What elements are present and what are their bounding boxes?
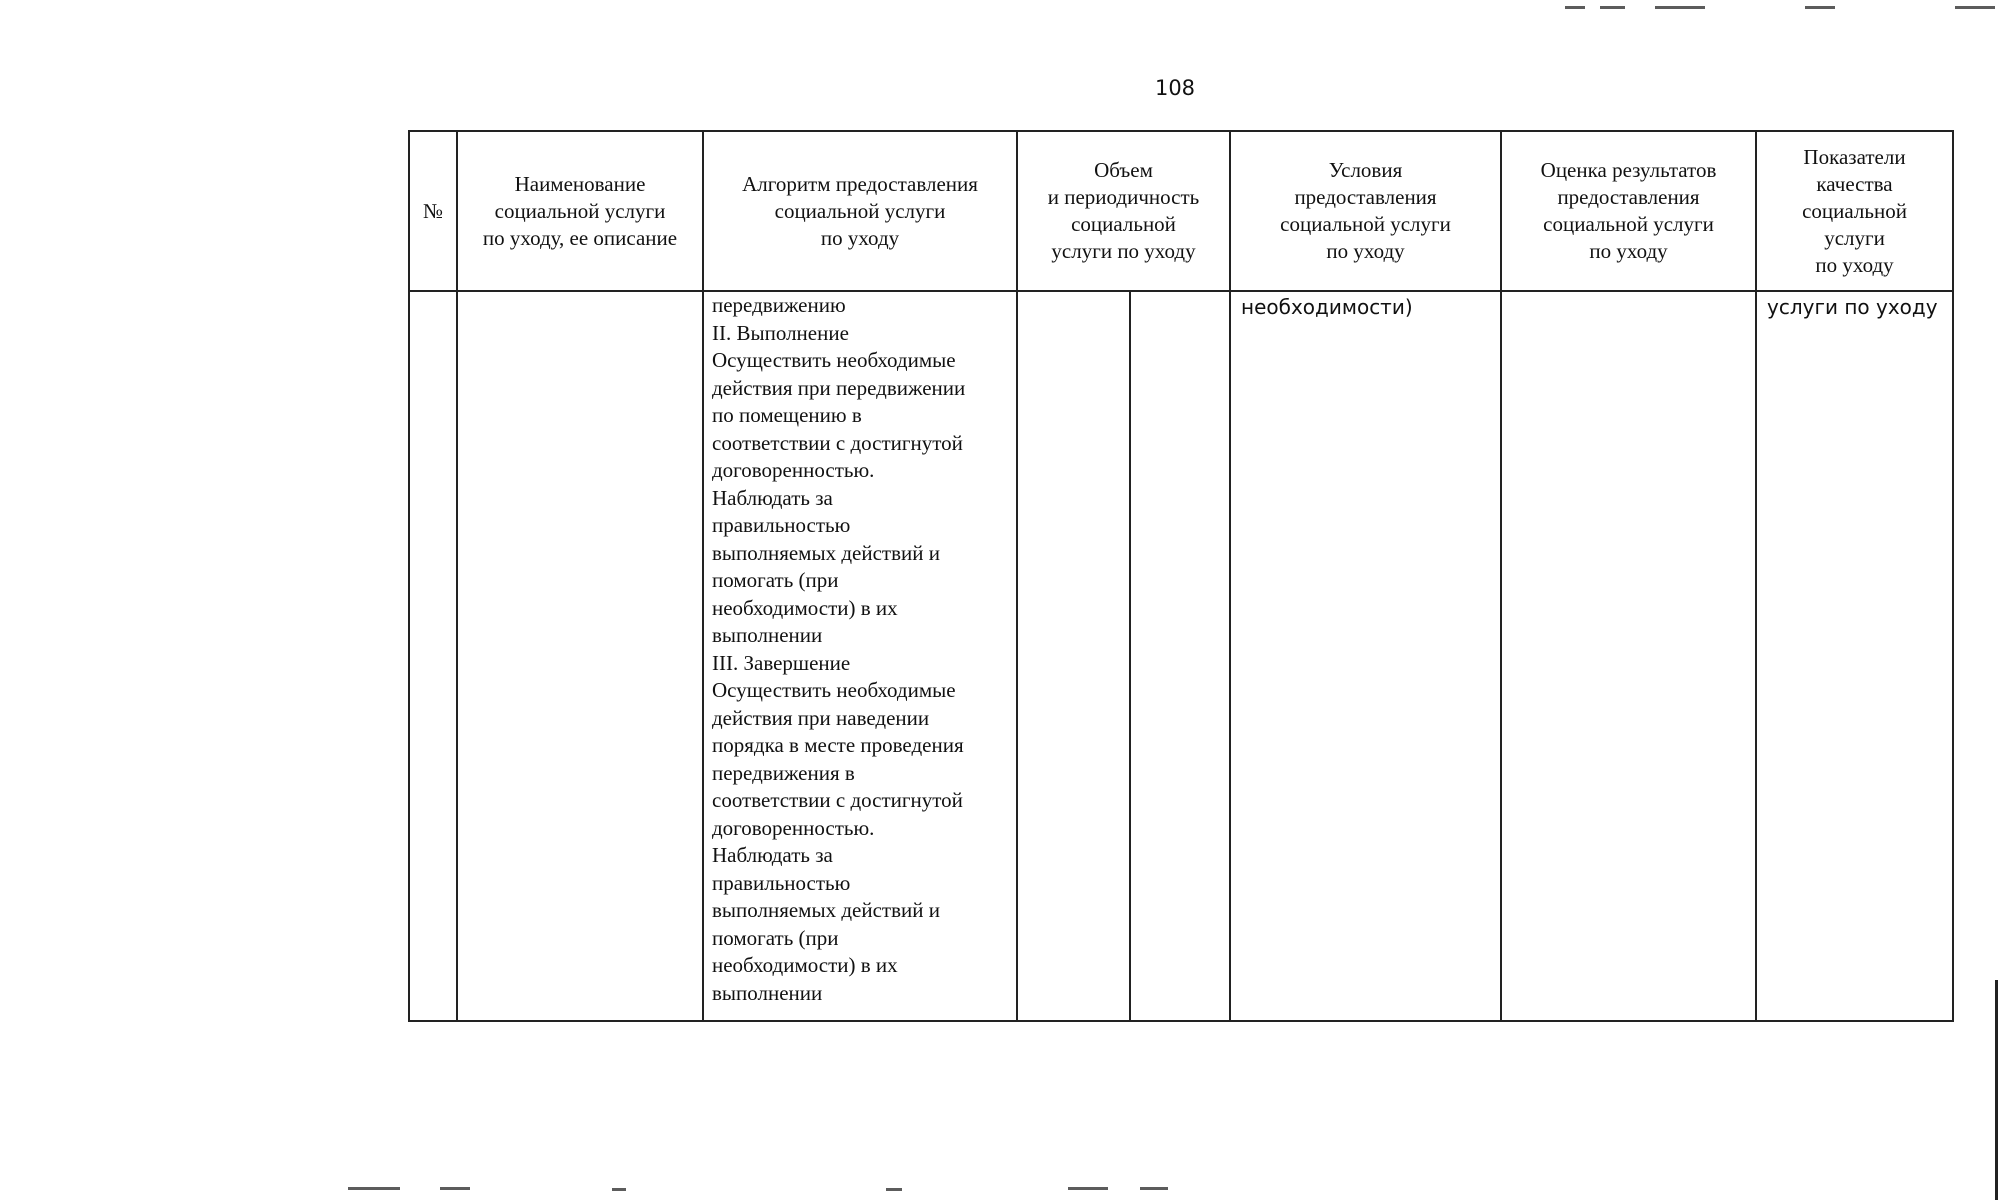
header-service-name: Наименование социальной услуги по уходу, ее описание bbox=[457, 131, 703, 291]
algorithm-text bbox=[704, 292, 1016, 1007]
header-number: № bbox=[409, 131, 457, 291]
algorithm-line: договоренностью. bbox=[712, 458, 875, 482]
scan-artifact-top bbox=[1565, 6, 1585, 9]
algorithm-line: Наблюдать за bbox=[712, 485, 833, 510]
scan-artifact-top bbox=[1955, 6, 1995, 9]
scan-artifact-edge bbox=[1995, 980, 1998, 1200]
scan-artifact-bottom bbox=[440, 1187, 470, 1190]
algorithm-line: по помещению в bbox=[712, 403, 862, 427]
scan-artifact-bottom bbox=[612, 1188, 626, 1191]
scan-artifact-top bbox=[1805, 6, 1835, 9]
social-service-table bbox=[408, 130, 1954, 1022]
algorithm-line: выполняемых действий и bbox=[712, 540, 940, 565]
header-volume: Объем и периодичность социальной услуги по уходу bbox=[1017, 131, 1230, 291]
cell-evaluation bbox=[1501, 291, 1756, 1021]
scan-artifact-top bbox=[1655, 6, 1705, 9]
scan-artifact-top bbox=[1600, 6, 1625, 9]
algorithm-line: выполнении bbox=[712, 980, 823, 1005]
algorithm-line: помогать (при bbox=[712, 568, 839, 592]
algorithm-line: помогать (при bbox=[712, 925, 839, 950]
algorithm-line: выполняемых действий и bbox=[712, 898, 940, 922]
algorithm-line: Наблюдать за bbox=[712, 843, 833, 867]
cell-volume-b bbox=[1130, 291, 1230, 1021]
algorithm-line: Осуществить необходимые bbox=[712, 678, 956, 702]
algorithm-line: правильностью bbox=[712, 513, 851, 537]
header-conditions: Условия предоставления социальной услуги по уходу bbox=[1230, 131, 1501, 291]
algorithm-line: договоренностью. bbox=[712, 815, 875, 840]
page-number: 108 bbox=[1154, 76, 1196, 100]
scan-artifact-bottom bbox=[886, 1188, 902, 1191]
cell-number bbox=[409, 291, 457, 1021]
algorithm-line: III. Завершение bbox=[712, 650, 851, 675]
scan-artifact-bottom bbox=[1068, 1187, 1108, 1190]
algorithm-line: II. Выполнение bbox=[712, 320, 849, 345]
header-row bbox=[409, 131, 1953, 291]
scan-artifact-bottom bbox=[1140, 1187, 1168, 1190]
algorithm-line: передвижению bbox=[712, 293, 846, 317]
algorithm-line: правильностью bbox=[712, 870, 851, 895]
algorithm-line: действия при наведении bbox=[712, 705, 930, 730]
algorithm-line: передвижения в bbox=[712, 760, 855, 785]
cell-volume-a bbox=[1017, 291, 1130, 1021]
algorithm-line: действия при передвижении bbox=[712, 375, 966, 400]
header-evaluation: Оценка результатов предоставления социальной услуги по уходу bbox=[1501, 131, 1756, 291]
algorithm-line: порядка в месте проведения bbox=[712, 733, 964, 757]
algorithm-line: необходимости) в их bbox=[712, 595, 898, 620]
scan-artifact-bottom bbox=[348, 1187, 400, 1190]
algorithm-line: необходимости) в их bbox=[712, 953, 898, 977]
algorithm-line: выполнении bbox=[712, 623, 823, 647]
cell-conditions bbox=[1230, 291, 1501, 1021]
table-row bbox=[409, 291, 1953, 1021]
algorithm-line: Осуществить необходимые bbox=[712, 348, 956, 372]
conditions-text: необходимости) bbox=[1241, 295, 1413, 319]
quality-text: услуги по уходу bbox=[1767, 295, 1938, 319]
cell-quality bbox=[1756, 291, 1953, 1021]
algorithm-line: соответствии с достигнутой bbox=[712, 788, 963, 812]
cell-service-name bbox=[457, 291, 703, 1021]
algorithm-line: соответствии с достигнутой bbox=[712, 430, 963, 455]
header-algorithm: Алгоритм предоставления социальной услуги по уходу bbox=[703, 131, 1017, 291]
header-quality: Показатели качества социальной услуги по уходу bbox=[1756, 131, 1953, 291]
cell-algorithm bbox=[703, 291, 1017, 1021]
